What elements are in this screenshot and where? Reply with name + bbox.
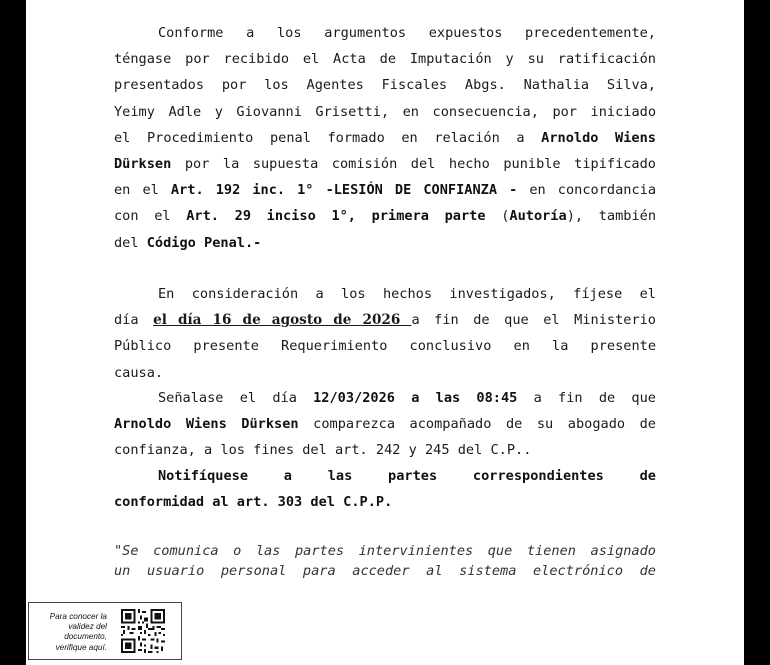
text-line: Notifíquese a las partes correspondientes de xyxy=(158,468,656,484)
article-reference: Art. 192 inc. 1° -LESIÓN DE CONFIANZA - xyxy=(170,182,518,199)
text-line: Yeimy Adle y Giovanni Grisetti, en consecuencia, por iniciado xyxy=(114,103,656,120)
paragraph-fecha xyxy=(114,281,656,386)
text-line: En consideración a los hechos investigados, fíjese el xyxy=(158,286,656,302)
text-line: confianza, a los fines del art. 242 y 245 del C.P.. xyxy=(114,442,532,459)
text-line: en el Art. 192 inc. 1° -LESIÓN DE CONFIANZA - en concordancia xyxy=(114,182,657,199)
accused-name: Arnoldo Wiens xyxy=(541,129,656,146)
text-line: Público presente Requerimiento conclusivo en la presente xyxy=(114,338,656,355)
qr-code-icon[interactable] xyxy=(121,609,165,653)
text-line: causa. xyxy=(114,364,164,381)
paragraph-notificacion xyxy=(114,463,656,515)
text-line: Dürksen por la supuesta comisión del hecho punible tipificado xyxy=(114,156,656,173)
code-reference: Código Penal.- xyxy=(146,234,262,251)
accused-surname: Dürksen xyxy=(114,156,172,173)
article-reference: Art. 29 inciso 1°, primera parte xyxy=(186,208,486,225)
text-line: Arnoldo Wiens Dürksen comparezca acompañado de su abogado de xyxy=(114,416,656,433)
text-line: Señalase el día 12/03/2026 a las 08:45 a fin de que xyxy=(158,390,656,406)
paragraph-imputacion xyxy=(114,20,656,256)
text-line: con el Art. 29 inciso 1°, primera parte (Autoría), también xyxy=(114,208,657,225)
verification-stamp[interactable] xyxy=(28,602,182,660)
text-line: conformidad al art. 303 del C.P.P. xyxy=(114,494,393,511)
text-line: día el día 16 de agosto de 2026 a fin de que el Ministerio xyxy=(114,312,656,329)
text-line: un usuario personal para acceder al sistema electrónico de xyxy=(114,563,656,579)
text-line: "Se comunica o las partes intervinientes que tienen asignado xyxy=(114,543,656,559)
paragraph-comunicacion xyxy=(114,541,656,581)
deadline-date: el día 16 de agosto de 2026 xyxy=(153,312,412,329)
document-page xyxy=(26,0,744,665)
verification-text: Para conocer la validez del documento, verifique aquí. xyxy=(49,612,107,652)
paragraph-comparecencia xyxy=(114,385,656,464)
hearing-datetime: 12/03/2026 a las 08:45 xyxy=(313,390,518,406)
text-line: presentados por los Agentes Fiscales Abgs. Nathalia Silva, xyxy=(114,77,656,94)
text-line: Conforme a los argumentos expuestos precedentemente, xyxy=(158,25,656,41)
text-line: el Procedimiento penal formado en relación a Arnoldo Wiens xyxy=(114,129,656,146)
accused-name: Arnoldo Wiens Dürksen xyxy=(114,416,299,433)
text-line: del Código Penal.- xyxy=(114,234,262,251)
text-line: téngase por recibido el Acta de Imputación y su ratificación xyxy=(114,51,656,68)
